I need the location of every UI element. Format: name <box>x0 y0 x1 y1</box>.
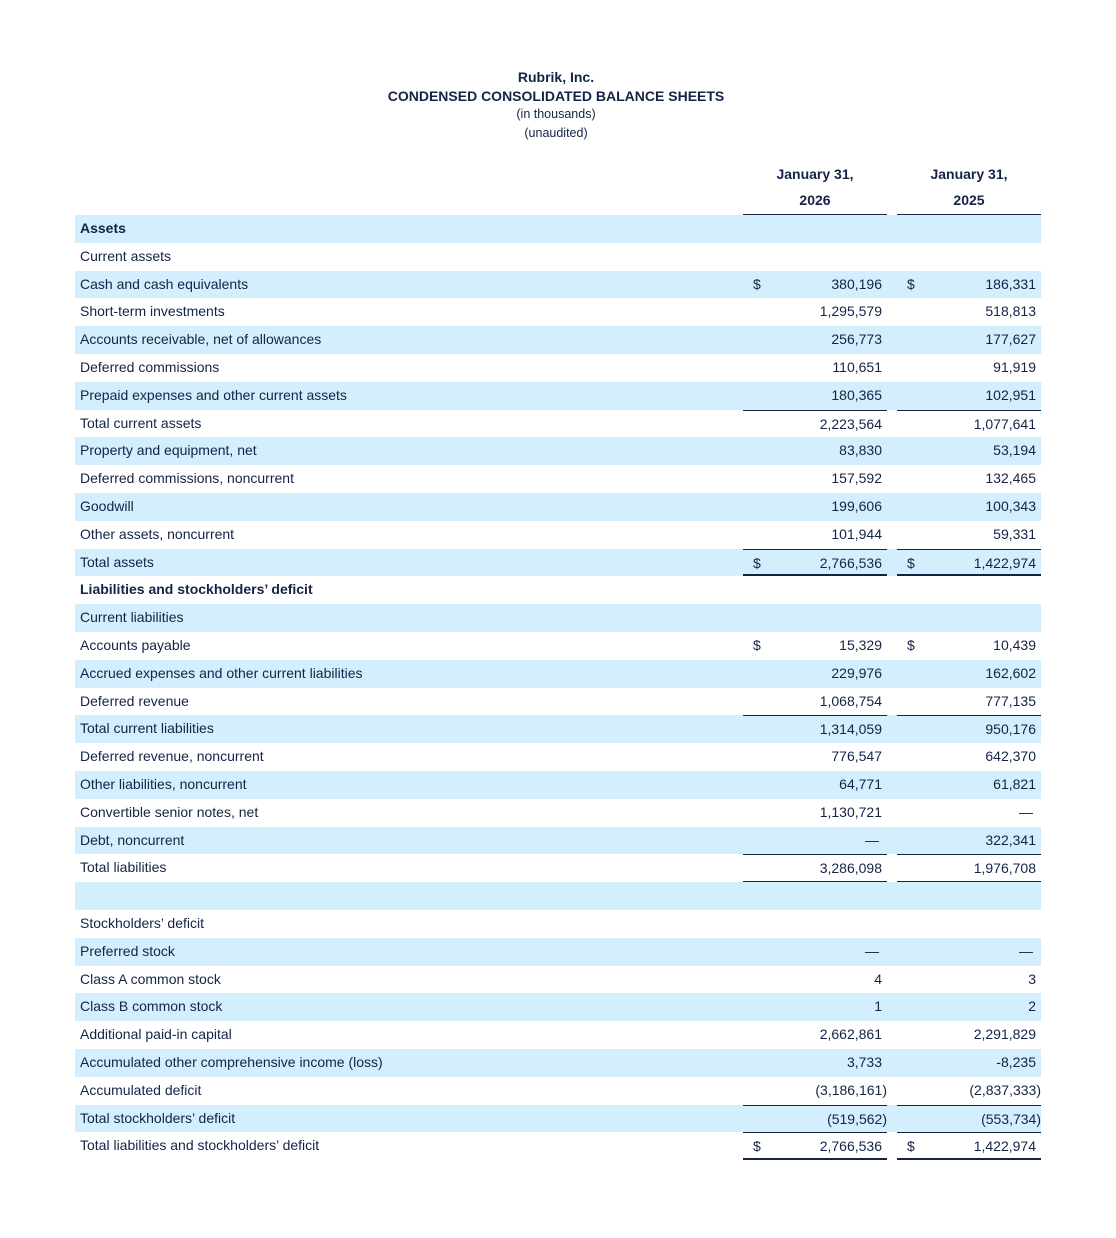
value-cell-2025 <box>897 354 1041 382</box>
value-cell-2026 <box>743 465 887 493</box>
value-cell-2026 <box>743 243 887 271</box>
currency-symbol: $ <box>753 636 761 653</box>
currency-symbol: $ <box>907 636 915 653</box>
row-label: Accrued expenses and other current liabilities <box>80 664 363 681</box>
cell-value: 322,341 <box>985 831 1036 848</box>
row-label: Short-term investments <box>80 303 225 320</box>
row-label: Cash and cash equivalents <box>80 275 249 292</box>
value-cell-2026 <box>743 938 887 966</box>
cell-value: 2,662,861 <box>819 1026 882 1043</box>
table-row <box>75 1105 1041 1133</box>
row-label: Total liabilities <box>80 859 167 876</box>
value-cell-2026 <box>743 854 887 882</box>
value-cell-2026 <box>743 410 887 438</box>
value-cell-2026 <box>743 437 887 465</box>
row-label: Deferred commissions, noncurrent <box>80 470 294 487</box>
cell-value: 83,830 <box>839 442 882 459</box>
row-label: Total current liabilities <box>80 720 214 737</box>
value-cell-2025 <box>897 1105 1041 1133</box>
table-row <box>75 1021 1041 1049</box>
cell-value: 950,176 <box>985 721 1036 738</box>
currency-symbol: $ <box>907 554 915 571</box>
table-row <box>75 938 1041 966</box>
cell-value: — <box>865 831 879 848</box>
cell-value: — <box>1019 803 1033 820</box>
cell-value: 101,944 <box>831 525 882 542</box>
table-row <box>75 771 1041 799</box>
cell-value: 199,606 <box>831 497 882 514</box>
cell-value: 162,602 <box>985 664 1036 681</box>
cell-value: 256,773 <box>831 331 882 348</box>
table-row <box>75 1049 1041 1077</box>
value-cell-2026 <box>743 521 887 549</box>
row-label: Accounts receivable, net of allowances <box>80 331 322 348</box>
cell-value: 1 <box>874 998 882 1015</box>
value-cell-2025 <box>897 854 1041 882</box>
value-cell-2025 <box>897 910 1041 938</box>
row-label: Prepaid expenses and other current assets <box>80 386 347 403</box>
table-row <box>75 354 1041 382</box>
units-note: (in thousands) <box>516 107 596 121</box>
value-cell-2026 <box>743 882 887 910</box>
cell-value: 2,291,829 <box>973 1026 1036 1043</box>
value-cell-2025 <box>897 715 1041 743</box>
column-header-year: 2025 <box>953 192 985 208</box>
value-cell-2025 <box>897 660 1041 688</box>
table-row <box>75 271 1041 299</box>
table-row <box>75 854 1041 882</box>
cell-value: 1,976,708 <box>973 860 1036 877</box>
value-cell-2026 <box>743 271 887 299</box>
table-row <box>75 1132 1041 1160</box>
row-label: Deferred revenue, noncurrent <box>80 748 264 765</box>
value-cell-2026 <box>743 799 887 827</box>
value-cell-2025 <box>897 521 1041 549</box>
table-row <box>75 910 1041 938</box>
table-row <box>75 521 1041 549</box>
cell-value: (519,562) <box>827 1110 887 1127</box>
table-row <box>75 493 1041 521</box>
table-row <box>75 410 1041 438</box>
value-cell-2026 <box>743 326 887 354</box>
value-cell-2025 <box>897 465 1041 493</box>
value-cell-2025 <box>897 632 1041 660</box>
cell-value: 380,196 <box>831 275 882 292</box>
cell-value: 777,135 <box>985 692 1036 709</box>
value-cell-2026 <box>743 1049 887 1077</box>
cell-value: 4 <box>874 970 882 987</box>
value-cell-2025 <box>897 688 1041 716</box>
cell-value: 59,331 <box>993 525 1036 542</box>
table-row <box>75 604 1041 632</box>
value-cell-2026 <box>743 827 887 855</box>
value-cell-2025 <box>897 966 1041 994</box>
cell-value: 1,077,641 <box>973 415 1036 432</box>
cell-value: 1,314,059 <box>819 721 882 738</box>
cell-value: 2,766,536 <box>819 1138 882 1155</box>
cell-value: (553,734) <box>981 1110 1041 1127</box>
value-cell-2025 <box>897 882 1041 910</box>
value-cell-2025 <box>897 827 1041 855</box>
row-label: Additional paid-in capital <box>80 1026 232 1043</box>
row-label: Accumulated other comprehensive income (loss) <box>80 1053 383 1070</box>
row-label: Accounts payable <box>80 636 191 653</box>
table-row <box>75 715 1041 743</box>
cell-value: 1,422,974 <box>973 1138 1036 1155</box>
value-cell-2026 <box>743 382 887 410</box>
cell-value: 1,068,754 <box>819 692 882 709</box>
cell-value: 518,813 <box>985 303 1036 320</box>
row-label: Total stockholders’ deficit <box>80 1109 236 1126</box>
currency-symbol: $ <box>753 554 761 571</box>
row-label: Assets <box>80 220 126 236</box>
cell-value: 1,422,974 <box>973 554 1036 571</box>
row-label: Liabilities and stockholders’ deficit <box>80 581 313 598</box>
company-name: Rubrik, Inc. <box>517 69 595 85</box>
cell-value: 15,329 <box>839 636 882 653</box>
value-cell-2026 <box>743 660 887 688</box>
row-label: Total current assets <box>80 414 202 431</box>
value-cell-2025 <box>897 271 1041 299</box>
table-row <box>75 799 1041 827</box>
value-cell-2025 <box>897 1049 1041 1077</box>
value-cell-2026 <box>743 1132 887 1160</box>
value-cell-2025 <box>897 549 1041 577</box>
value-cell-2025 <box>897 771 1041 799</box>
table-row <box>75 465 1041 493</box>
value-cell-2025 <box>897 743 1041 771</box>
value-cell-2026 <box>743 743 887 771</box>
value-cell-2026 <box>743 215 887 243</box>
balance-sheet-table <box>75 215 1041 1160</box>
cell-value: 1,130,721 <box>819 803 882 820</box>
table-row <box>75 298 1041 326</box>
table-row <box>75 549 1041 577</box>
table-row <box>75 688 1041 716</box>
value-cell-2025 <box>897 993 1041 1021</box>
row-label: Other liabilities, noncurrent <box>80 775 247 792</box>
cell-value: 3,286,098 <box>819 860 882 877</box>
table-row <box>75 966 1041 994</box>
value-cell-2026 <box>743 576 887 604</box>
row-label: Other assets, noncurrent <box>80 525 235 542</box>
value-cell-2025 <box>897 493 1041 521</box>
value-cell-2026 <box>743 910 887 938</box>
value-cell-2025 <box>897 326 1041 354</box>
currency-symbol: $ <box>907 1138 915 1155</box>
value-cell-2026 <box>743 1105 887 1133</box>
value-cell-2026 <box>743 1077 887 1105</box>
cell-value: 177,627 <box>985 331 1036 348</box>
value-cell-2026 <box>743 632 887 660</box>
cell-value: 776,547 <box>831 748 882 765</box>
value-cell-2025 <box>897 1077 1041 1105</box>
cell-value: 132,465 <box>985 470 1036 487</box>
row-label: Total liabilities and stockholders’ deficit <box>80 1137 320 1154</box>
row-label: Deferred commissions <box>80 358 220 375</box>
value-cell-2026 <box>743 354 887 382</box>
cell-value: 100,343 <box>985 497 1036 514</box>
table-row <box>75 437 1041 465</box>
cell-value: 186,331 <box>985 275 1036 292</box>
cell-value: (2,837,333) <box>969 1081 1041 1098</box>
value-cell-2026 <box>743 715 887 743</box>
cell-value: 642,370 <box>985 748 1036 765</box>
cell-value: 102,951 <box>985 386 1036 403</box>
value-cell-2025 <box>897 410 1041 438</box>
row-label: Property and equipment, net <box>80 442 257 459</box>
row-label: Deferred revenue <box>80 692 189 709</box>
column-header-2025 <box>897 161 1041 213</box>
value-cell-2025 <box>897 576 1041 604</box>
table-row <box>75 243 1041 271</box>
value-cell-2025 <box>897 604 1041 632</box>
row-label: Goodwill <box>80 497 134 514</box>
value-cell-2026 <box>743 298 887 326</box>
column-header-date: January 31, <box>930 166 1008 182</box>
column-header-date: January 31, <box>776 166 854 182</box>
row-label: Total assets <box>80 553 154 570</box>
cell-value: 91,919 <box>993 358 1036 375</box>
currency-symbol: $ <box>753 1138 761 1155</box>
table-row <box>75 993 1041 1021</box>
value-cell-2026 <box>743 993 887 1021</box>
value-cell-2025 <box>897 1132 1041 1160</box>
value-cell-2026 <box>743 688 887 716</box>
cell-value: 2,223,564 <box>819 415 882 432</box>
currency-symbol: $ <box>907 275 915 292</box>
table-row <box>75 576 1041 604</box>
cell-value: 2 <box>1028 998 1036 1015</box>
audit-note: (unaudited) <box>524 125 588 140</box>
cell-value: 3 <box>1028 970 1036 987</box>
row-label: Class A common stock <box>80 970 221 987</box>
table-row <box>75 743 1041 771</box>
table-row <box>75 882 1041 910</box>
cell-value: 157,592 <box>831 470 882 487</box>
table-row <box>75 1077 1041 1105</box>
row-label: Convertible senior notes, net <box>80 803 259 820</box>
cell-value: 61,821 <box>993 775 1036 792</box>
value-cell-2025 <box>897 938 1041 966</box>
cell-value: 229,976 <box>831 664 882 681</box>
table-row <box>75 326 1041 354</box>
value-cell-2025 <box>897 298 1041 326</box>
value-cell-2026 <box>743 966 887 994</box>
cell-value: 64,771 <box>839 775 882 792</box>
cell-value: — <box>1019 942 1033 959</box>
cell-value: 3,733 <box>846 1053 882 1070</box>
value-cell-2026 <box>743 1021 887 1049</box>
cell-value: (3,186,161) <box>815 1081 887 1098</box>
cell-value: 180,365 <box>831 386 882 403</box>
cell-value: 2,766,536 <box>819 554 882 571</box>
value-cell-2026 <box>743 604 887 632</box>
row-label: Class B common stock <box>80 998 223 1015</box>
table-row <box>75 215 1041 243</box>
value-cell-2026 <box>743 549 887 577</box>
table-row <box>75 632 1041 660</box>
cell-value: 53,194 <box>993 442 1036 459</box>
row-label: Debt, noncurrent <box>80 831 185 848</box>
statement-title: CONDENSED CONSOLIDATED BALANCE SHEETS <box>387 87 725 104</box>
currency-symbol: $ <box>753 275 761 292</box>
cell-value: 110,651 <box>832 358 882 375</box>
row-label: Current liabilities <box>80 609 184 626</box>
table-row <box>75 382 1041 410</box>
value-cell-2025 <box>897 1021 1041 1049</box>
value-cell-2025 <box>897 799 1041 827</box>
value-cell-2025 <box>897 437 1041 465</box>
cell-value: -8,235 <box>996 1053 1036 1070</box>
cell-value: 1,295,579 <box>819 303 882 320</box>
row-label: Preferred stock <box>80 942 175 959</box>
value-cell-2025 <box>897 243 1041 271</box>
column-header-2026 <box>743 161 887 213</box>
cell-value: — <box>865 942 879 959</box>
table-row <box>75 660 1041 688</box>
row-label: Current assets <box>80 247 172 264</box>
value-cell-2025 <box>897 382 1041 410</box>
row-label: Stockholders’ deficit <box>80 914 204 931</box>
report-header <box>0 68 1112 142</box>
row-label: Accumulated deficit <box>80 1081 202 1098</box>
cell-value: 10,439 <box>993 636 1036 653</box>
column-header-year: 2026 <box>799 192 831 208</box>
value-cell-2026 <box>743 771 887 799</box>
value-cell-2025 <box>897 215 1041 243</box>
value-cell-2026 <box>743 493 887 521</box>
table-row <box>75 827 1041 855</box>
